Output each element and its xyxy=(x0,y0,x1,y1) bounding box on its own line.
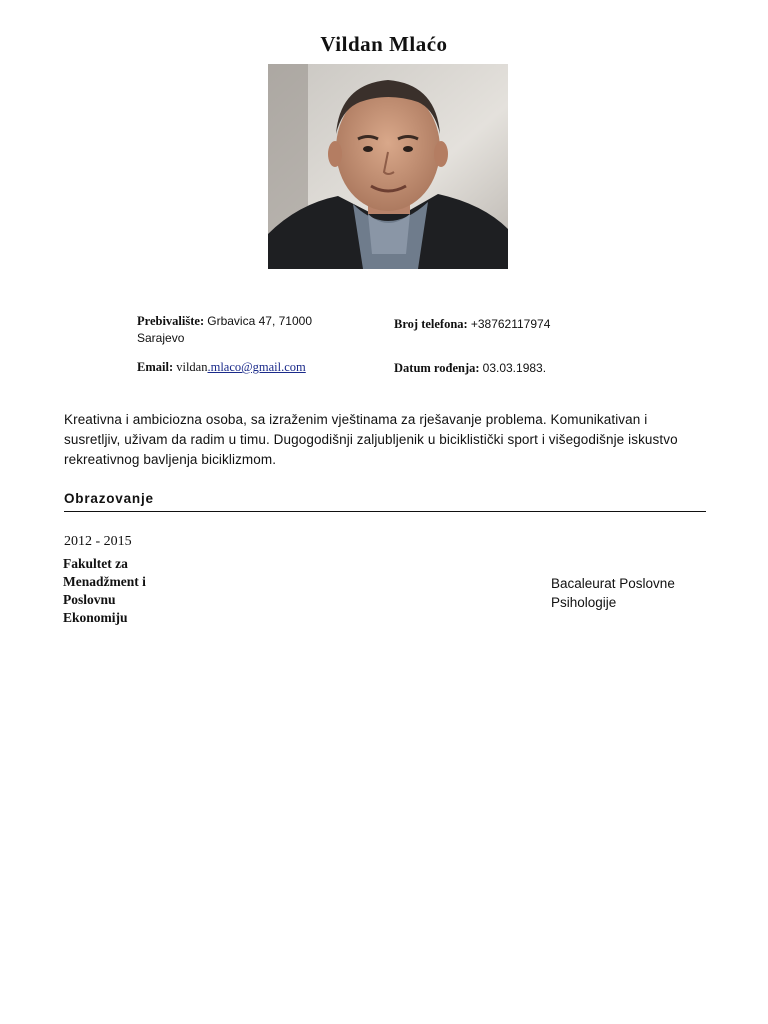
cv-name: Vildan Mlaćo xyxy=(320,32,448,56)
dob-field xyxy=(394,360,654,377)
email-field xyxy=(137,359,377,376)
dob-label: Datum rođenja: xyxy=(394,361,480,375)
education-school: Fakultet za Menadžment i Poslovnu Ekonomiju xyxy=(63,556,146,625)
residence-field xyxy=(137,313,357,347)
education-years: 2012 - 2015 xyxy=(64,534,132,549)
education-heading: Obrazovanje xyxy=(64,491,154,506)
dob-value: 03.03.1983. xyxy=(482,361,547,375)
profile-summary: Kreativna i ambiciozna osoba, sa izraženim vještinama za rješavanje problema. Komunikativan i susretljiv, uživam da radim u timu. Dugogodišnji zaljubljenik u biciklistički sport i višegodišnje iskustvo rekreativnog bavljenja biciklizmom. xyxy=(64,412,678,467)
phone-label: Broj telefona: xyxy=(394,317,468,331)
portrait-image xyxy=(268,64,508,269)
residence-value: Grbavica 47, 71000 Sarajevo xyxy=(137,314,312,345)
email-link[interactable]: .mlaco@gmail.com xyxy=(207,360,306,374)
email-label: Email: xyxy=(137,360,174,374)
email-prefix: vildan xyxy=(176,360,208,374)
residence-label: Prebivalište: xyxy=(137,314,205,328)
profile-photo xyxy=(268,64,508,269)
phone-field xyxy=(394,316,654,333)
phone-value: +38762117974 xyxy=(470,317,551,331)
education-degree: Bacaleurat Poslovne Psihologije xyxy=(551,576,675,610)
section-divider xyxy=(64,511,706,512)
